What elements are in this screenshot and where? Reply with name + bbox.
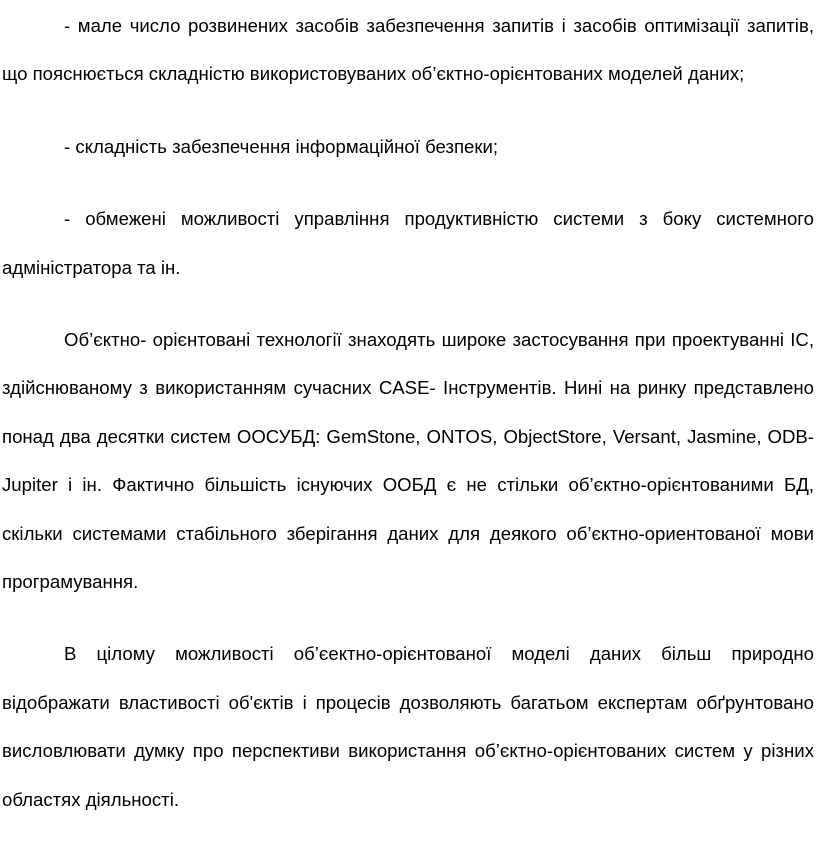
bullet-paragraph-query-tools: - мале число розвинених засобів забезпечення запитів і засобів оптимізації запитів, що пояснюється складністю використовуваних об’єктно-орієнтованих моделей даних; [2,15,814,85]
paragraph-oo-technologies: Об’єктно- орієнтовані технології знаходять широке застосування при проектуванні ІС, здійснюваному з використанням сучасних CASE- Інструментів. Нині на ринку представлено понад два десятки систем ООСУБД: GemStone, ONTOS, ObjectStore, Versant, Jasmine, ODB-Jupiter і ін. Фактично більшість існуючих ООБД є не стільки об’єктно-орієнтованими БД, скільки системами стабільного зберігання даних для деякого об’єктно-ориентованої мови програмування. [2,329,814,593]
bullet-paragraph-security: - складність забезпечення інформаційної безпеки; [64,135,499,157]
bullet-paragraph-performance: - обмежені можливості управління продуктивністю системи з боку системного адміністратора та ін. [2,208,814,278]
paragraph-oo-model-conclusion: В цілому можливості об’єектно-орієнтованої моделі даних більш природно відображати властивості об'єктів і процесів дозволяють багатьом експертам обґрунтовано висловлювати думку про перспективи використання об’єктно-орієнтованих систем у різних областях діяльності. [2,643,814,810]
